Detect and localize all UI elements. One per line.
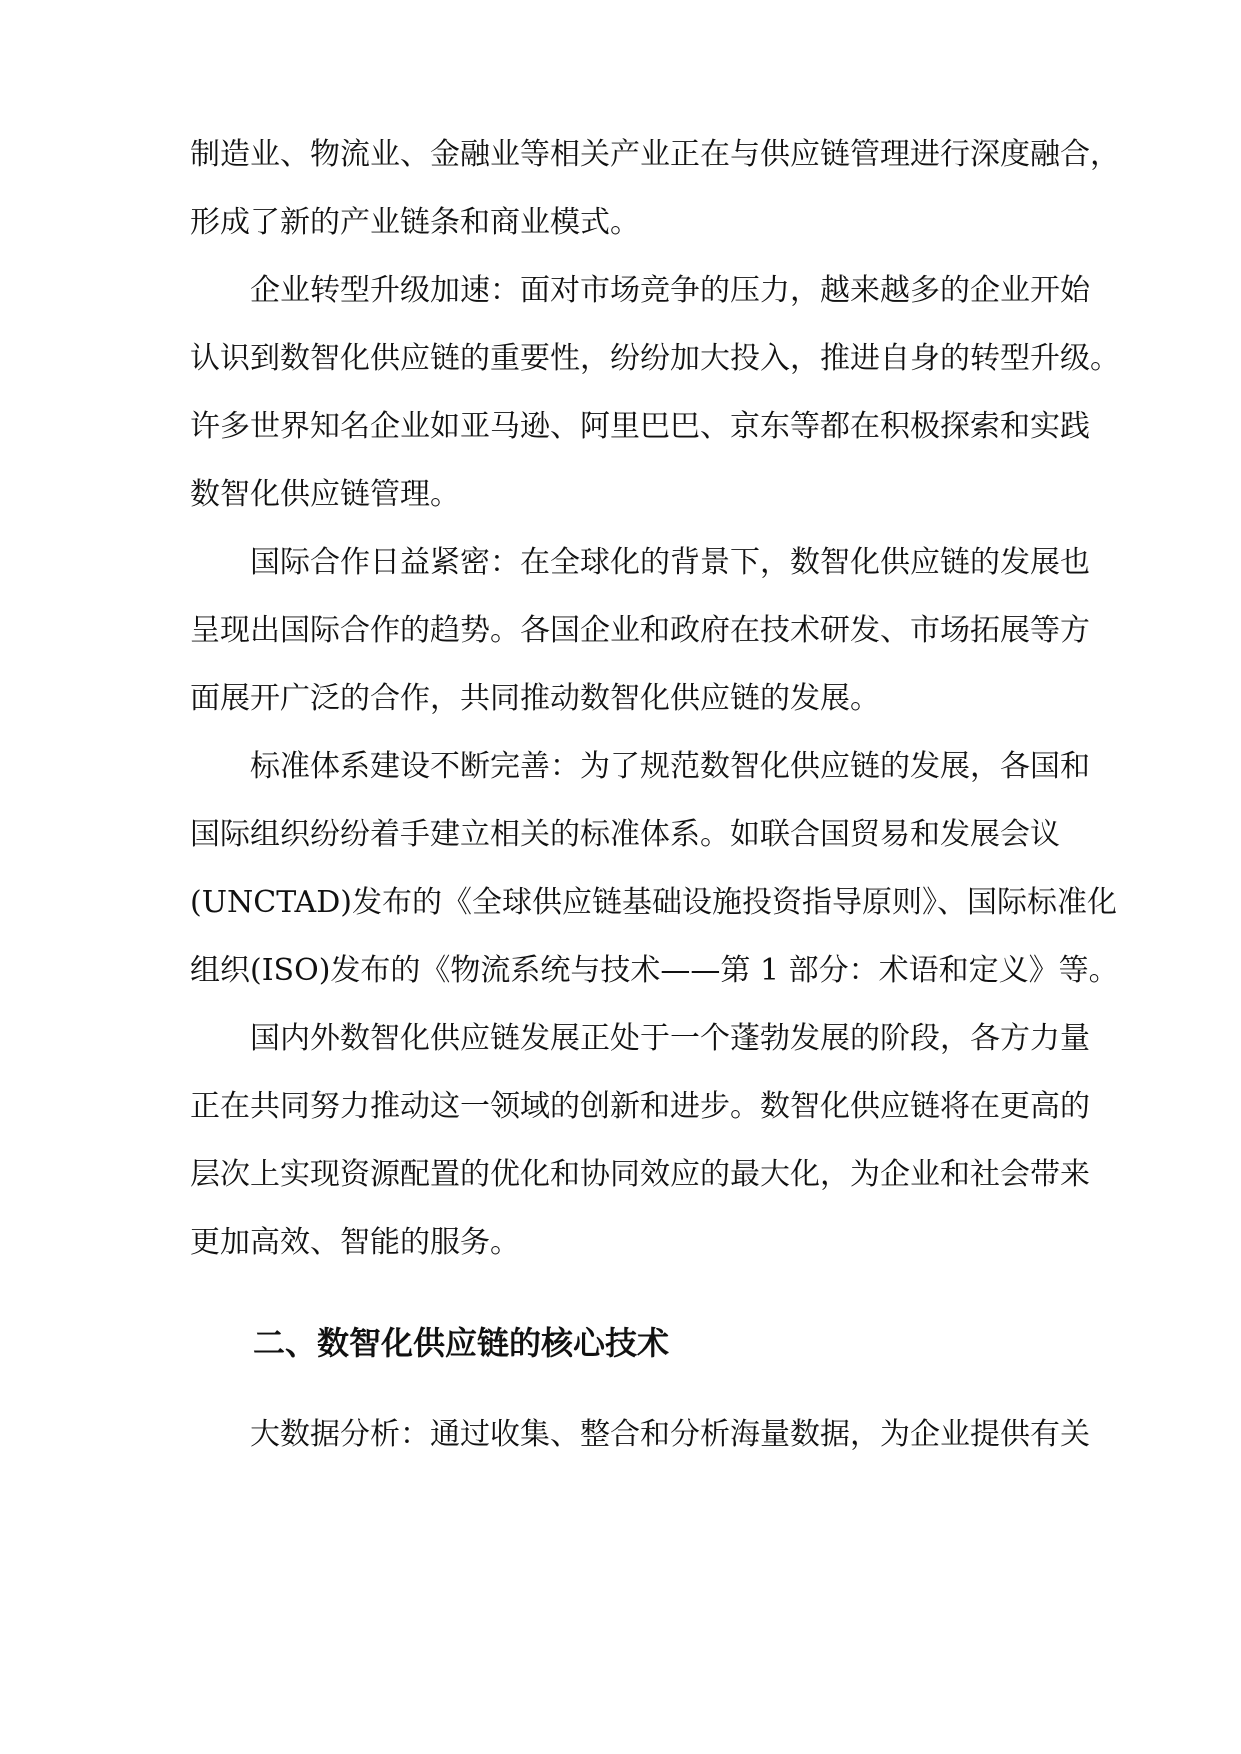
- paragraph-line: 大数据分析：通过收集、整合和分析海量数据，为企业提供有关: [190, 1417, 1090, 1452]
- paragraph-line: 数智化供应链管理。: [190, 477, 460, 512]
- paragraph-line: 企业转型升级加速：面对市场竞争的压力，越来越多的企业开始: [190, 273, 1090, 308]
- paragraph-line: 形成了新的产业链条和商业模式。: [190, 205, 640, 240]
- paragraph-line: 认识到数智化供应链的重要性，纷纷加大投入，推进自身的转型升级。: [190, 341, 1120, 376]
- paragraph-line: 层次上实现资源配置的优化和协同效应的最大化，为企业和社会带来: [190, 1157, 1090, 1192]
- section-heading: 二、数智化供应链的核心技术: [253, 1324, 670, 1362]
- paragraph-line: 国际组织纷纷着手建立相关的标准体系。如联合国贸易和发展会议: [190, 817, 1060, 852]
- paragraph-line: 制造业、物流业、金融业等相关产业正在与供应链管理进行深度融合，: [190, 137, 1120, 172]
- paragraph-line: 标准体系建设不断完善：为了规范数智化供应链的发展，各国和: [190, 749, 1090, 784]
- paragraph-line: 更加高效、智能的服务。: [190, 1225, 520, 1260]
- paragraph-line: 许多世界知名企业如亚马逊、阿里巴巴、京东等都在积极探索和实践: [190, 409, 1090, 444]
- paragraph-line: 正在共同努力推动这一领域的创新和进步。数智化供应链将在更高的: [190, 1089, 1090, 1124]
- paragraph-line: 组织(ISO)发布的《物流系统与技术——第 1 部分：术语和定义》等。: [190, 953, 1119, 988]
- paragraph-line: (UNCTAD)发布的《全球供应链基础设施投资指导原则》、国际标准化: [190, 885, 1117, 920]
- paragraph-line: 呈现出国际合作的趋势。各国企业和政府在技术研发、市场拓展等方: [190, 613, 1090, 648]
- paragraph-line: 国内外数智化供应链发展正处于一个蓬勃发展的阶段，各方力量: [190, 1021, 1090, 1056]
- paragraph-line: 国际合作日益紧密：在全球化的背景下，数智化供应链的发展也: [190, 545, 1090, 580]
- paragraph-line: 面展开广泛的合作，共同推动数智化供应链的发展。: [190, 681, 880, 716]
